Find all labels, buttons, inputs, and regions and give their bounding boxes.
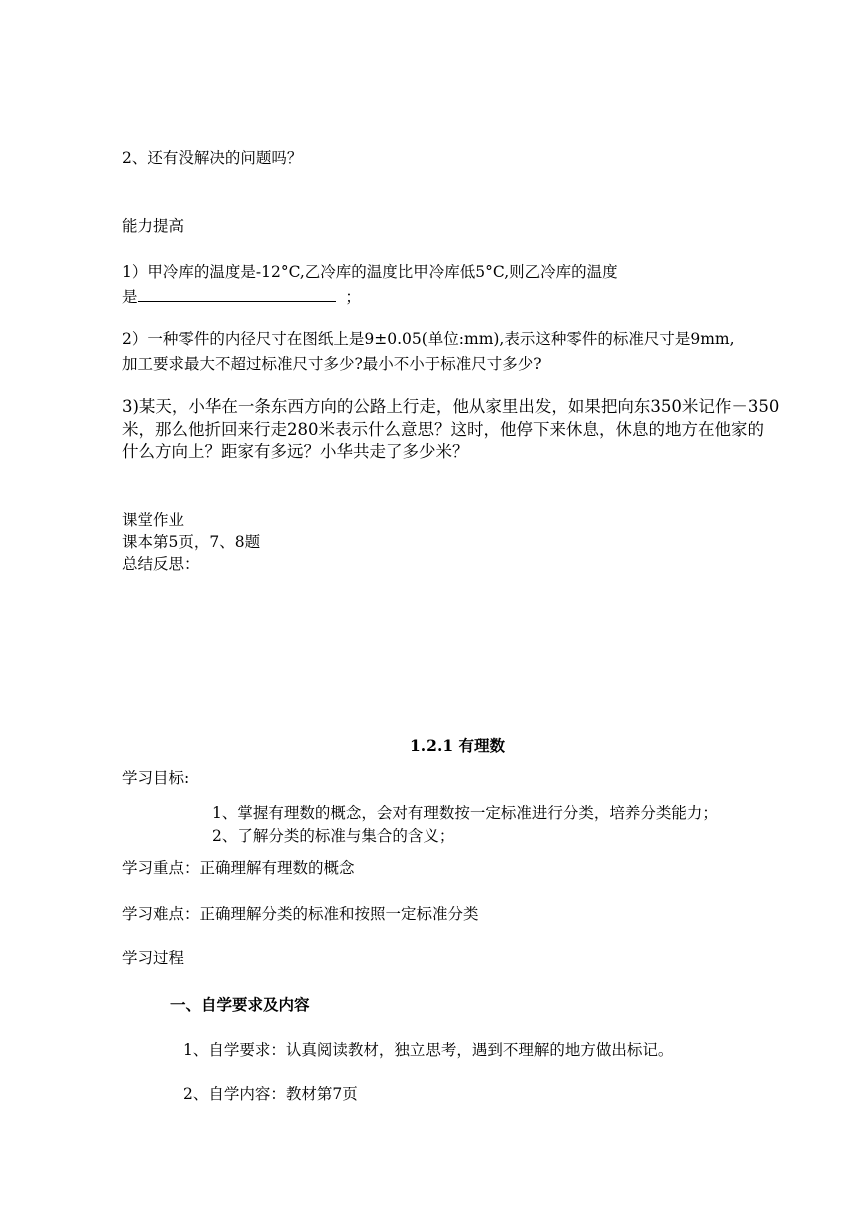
problem-1-line-1: 1）甲冷库的温度是-12°C,乙冷库的温度比甲冷库低5°C,则乙冷库的温度 (122, 263, 618, 281)
problem-1-prefix: 是 (122, 288, 138, 306)
problem-3-line-2: 米，那么他折回来行走280米表示什么意思？这时，他停下来休息，休息的地方在他家的 (122, 420, 764, 439)
section-self-study: 一、自学要求及内容 (170, 995, 310, 1014)
learning-focus: 学习重点：正确理解有理数的概念 (122, 859, 355, 877)
problem-2-line-2: 加工要求最大不超过标准尺寸多少?最小不小于标准尺寸多少? (122, 355, 542, 373)
learning-difficulty: 学习难点：正确理解分类的标准和按照一定标准分类 (122, 905, 479, 923)
problem-1-suffix: ； (345, 288, 361, 306)
self-study-content: 2、自学内容：教材第7页 (183, 1085, 358, 1103)
self-study-requirement: 1、自学要求：认真阅读教材，独立思考，遇到不理解的地方做出标记。 (183, 1041, 674, 1059)
problem-2-line-1: 2）一种零件的内径尺寸在图纸上是9±0.05(单位:mm),表示这种零件的标准尺寸是9mm, (122, 330, 735, 348)
summary-reflection: 总结反思： (122, 555, 200, 573)
lesson-title: 1.2.1 有理数 (410, 736, 506, 755)
learning-goal-2: 2、了解分类的标准与集合的含义； (212, 827, 455, 845)
learning-process: 学习过程 (122, 949, 185, 967)
learning-goals-label: 学习目标: (122, 769, 190, 787)
ability-heading: 能力提高 (122, 217, 185, 235)
classwork-heading: 课堂作业 (122, 511, 185, 529)
learning-goal-1: 1、掌握有理数的概念，会对有理数按一定标准进行分类，培养分类能力； (212, 804, 718, 822)
answer-blank (138, 287, 336, 302)
problem-3-line-3: 什么方向上？距家有多远？小华共走了多少米？ (122, 442, 469, 461)
problem-1-line-2 (122, 287, 361, 307)
question-unresolved: 2、还有没解决的问题吗？ (122, 149, 303, 167)
classwork-assignment: 课本第5页，7、8题 (122, 533, 261, 551)
problem-3-line-1: 3)某天，小华在一条东西方向的公路上行走，他从家里出发，如果把向东350米记作－350 (122, 397, 780, 416)
